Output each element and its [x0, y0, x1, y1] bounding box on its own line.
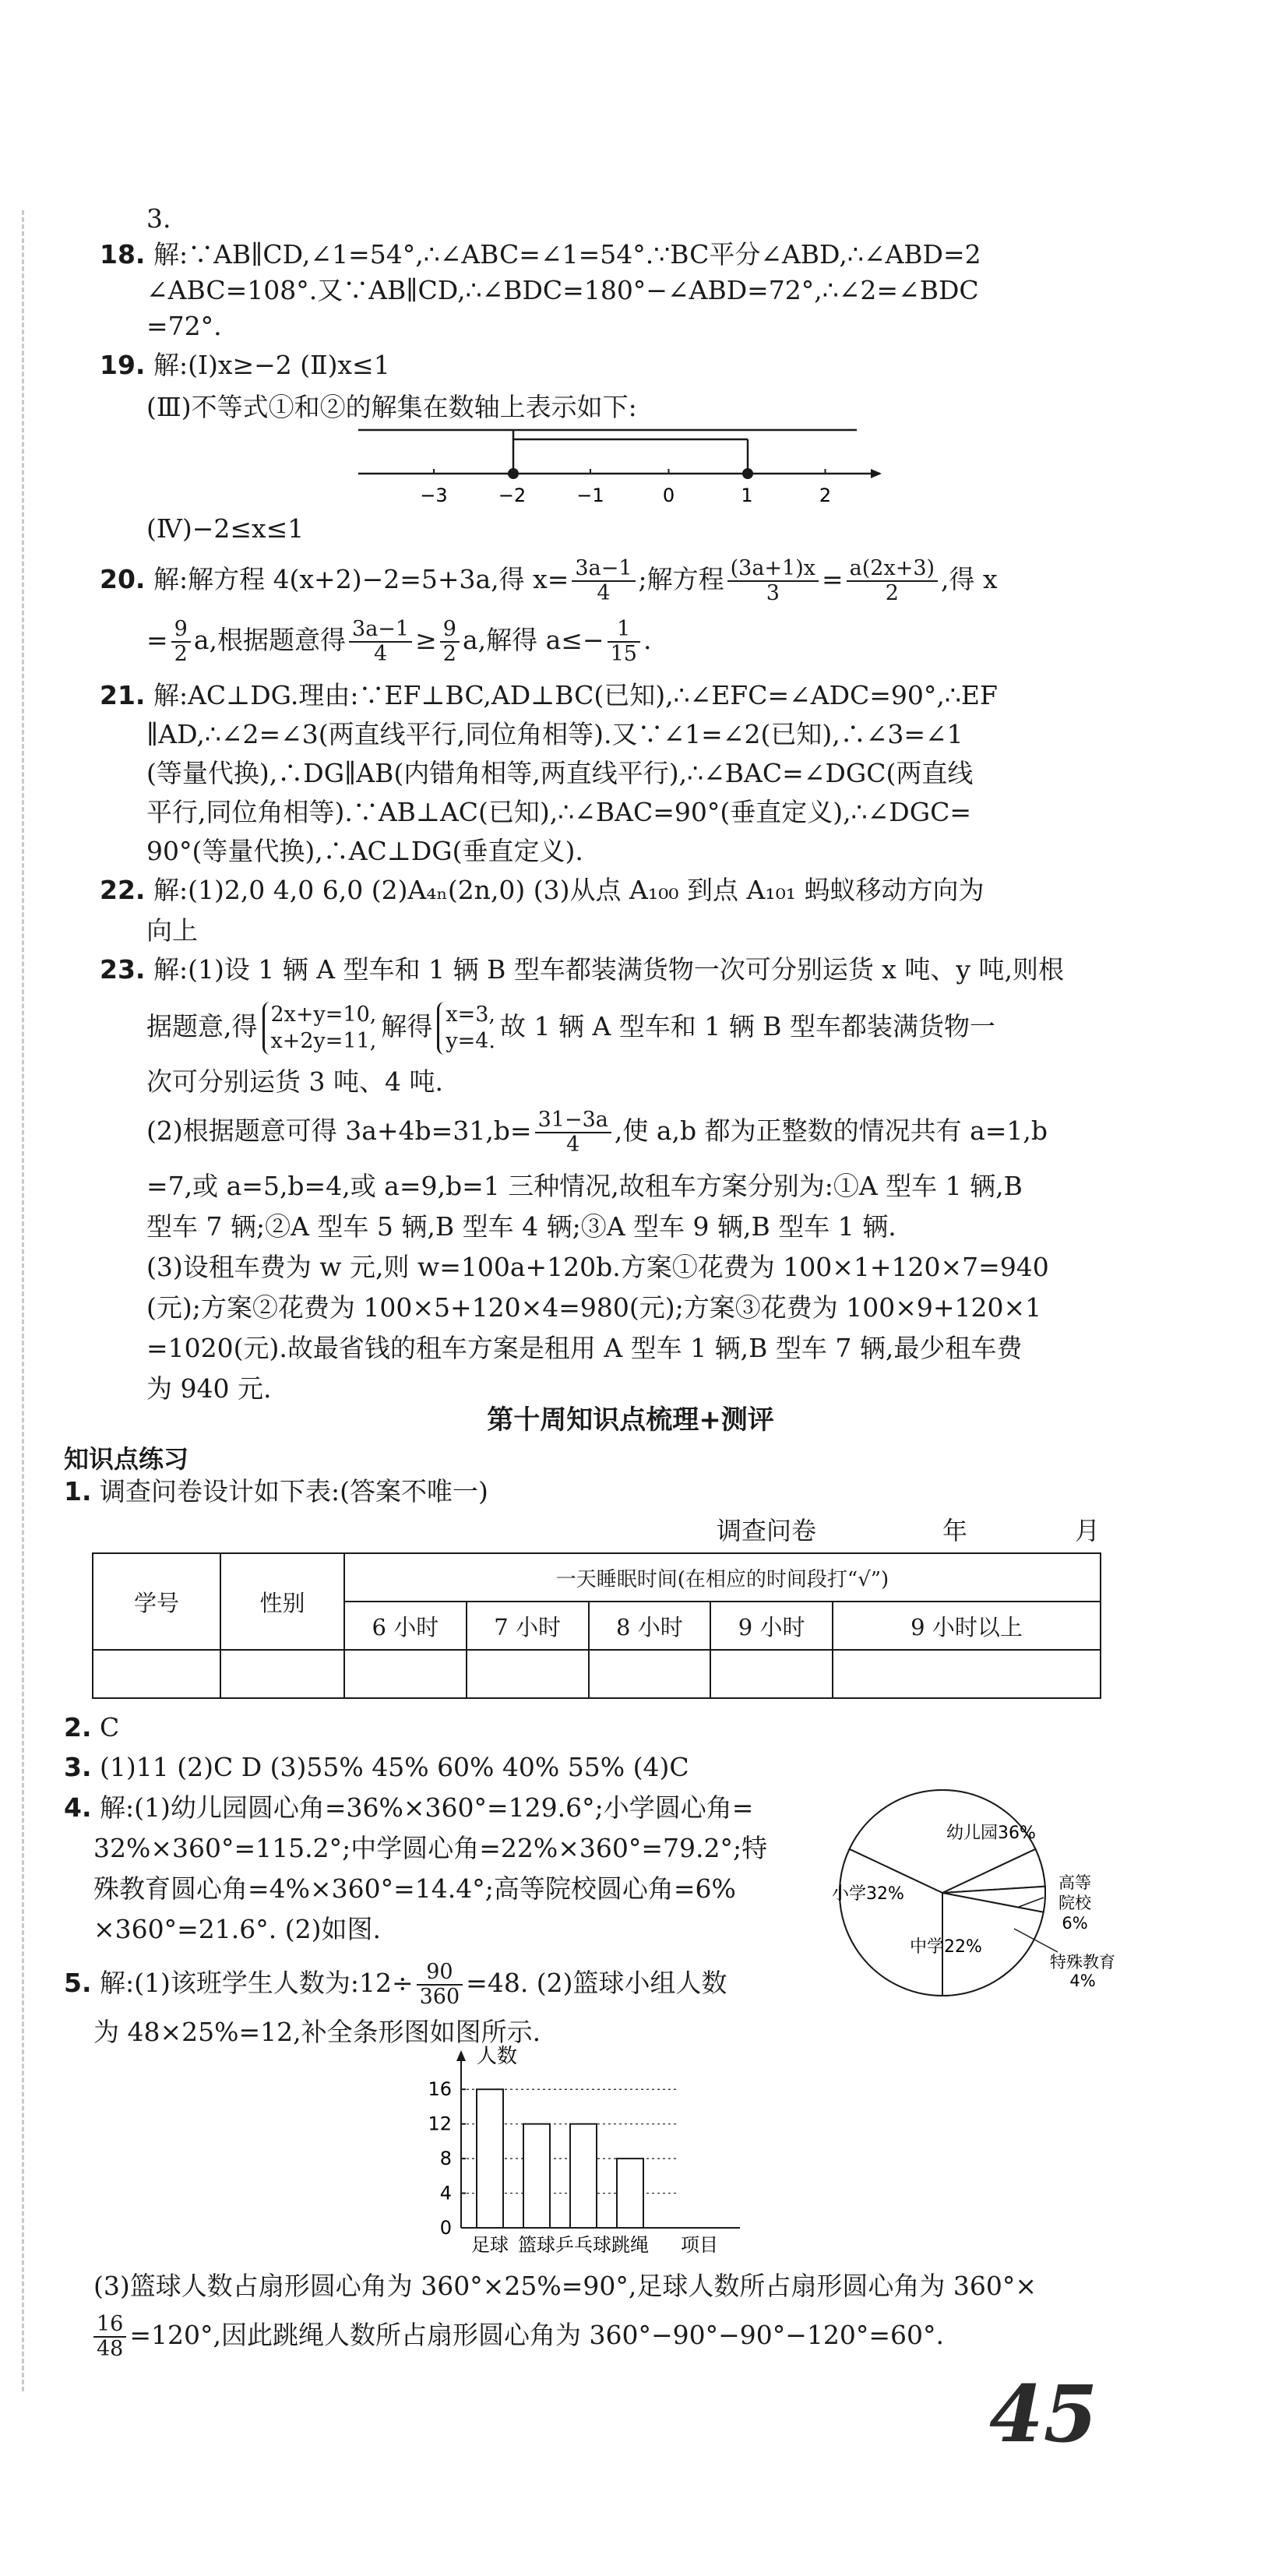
label-university-1: 高等 [1058, 1873, 1091, 1892]
y-axis-label: 人数 [477, 2045, 518, 2068]
tick-label: 1 [741, 485, 753, 506]
col-sleep-time: 一天睡眠时间(在相应的时间段打“√”) [344, 1553, 1101, 1602]
fraction: $\frac{(3a+1)x}{3}$ [727, 557, 819, 605]
col-student-id: 学号 [93, 1553, 220, 1650]
blank-cell [220, 1650, 344, 1698]
y-tick-label: 16 [428, 2078, 452, 2101]
bar-chart [405, 2041, 794, 2267]
solution-system: x=3, y=4. [437, 1002, 495, 1055]
answer-19-line2: (Ⅲ)不等式①和②的解集在数轴上表示如下: [146, 392, 637, 422]
bar [570, 2124, 597, 2228]
answer-18-line2: ∠ABC=108°.又∵AB∥CD,∴∠BDC=180°−∠ABD=72°,∴∠2=∠BDC [146, 275, 979, 305]
answer-21-line4: 平行,同位角相等).∵AB⊥AC(已知),∴∠BAC=90°(垂直定义),∴∠DGC= [146, 797, 972, 827]
label-university-3: 6% [1062, 1914, 1088, 1933]
label-university-2: 院校 [1058, 1894, 1091, 1912]
equation-system: 2x+y=10, x+2y=11, [262, 1002, 377, 1055]
fraction: $\frac{3a-1}{4}$ [572, 557, 635, 605]
y-tick-label: 12 [428, 2113, 452, 2135]
practice-5: 5. 解:(1)该班学生人数为:12÷ $\frac{90}{360}$ =48. (2)篮球小组人数 [64, 1960, 727, 2009]
answer-23-part2-line3: 型车 7 辆;②A 型车 5 辆,B 型车 4 辆;③A 型车 9 辆,B 型车 1 辆. [146, 1211, 896, 1242]
practice-4-line2: 32%×360°=115.2°;中学圆心角=22%×360°=79.2°;特 [93, 1833, 768, 1863]
col-gender: 性别 [220, 1553, 344, 1650]
practice-5-part3: (3)篮球人数占扇形圆心角为 360°×25%=90°,足球人数所占扇形圆心角为 360°× [93, 2271, 1037, 2301]
fraction: $\frac{a(2x+3)}{2}$ [847, 557, 938, 605]
point-minus-2 [508, 468, 519, 479]
blank-cell [93, 1650, 220, 1698]
practice-3: 3. (1)11 (2)C D (3)55% 45% 60% 40% 55% (4)C [64, 1752, 689, 1782]
option-9h-plus: 9 小时以上 [833, 1602, 1101, 1650]
y-tick-label: 0 [439, 2217, 452, 2239]
answer-23: 23. 解:(1)设 1 辆 A 型车和 1 辆 B 型车都装满货物一次可分别运货 x 吨、y 吨,则根 [100, 954, 1065, 985]
answer-17-tail: 3. [146, 203, 171, 234]
x-axis-label: 项目 [681, 2234, 718, 2256]
label-middle: 中学22% [910, 1937, 982, 1957]
answer-20-line2: = $\frac{9}{2}$ a,根据题意得 $\frac{3a-1}{4}$ ≥ $\frac{9}{2}$ a,解得 a≤− $\frac{1}{15}$ . [146, 617, 652, 666]
tick-label: −3 [420, 485, 448, 506]
label-special-2: 4% [1069, 1972, 1096, 1990]
y-tick-label: 8 [439, 2148, 452, 2170]
practice-4: 4. 解:(1)幼儿园圆心角=36%×360°=129.6°;小学圆心角= [64, 1792, 754, 1823]
subsection-title: 知识点练习 [64, 1444, 189, 1474]
label-primary: 小学32% [832, 1884, 904, 1904]
answer-23-part3-line4: 为 940 元. [146, 1373, 272, 1404]
survey-header-title: 调查问卷 [717, 1516, 817, 1545]
answer-23-part2-line2: =7,或 a=5,b=4,或 a=9,b=1 三种情况,故租车方案分别为:①A 型车 1 辆,B [146, 1171, 1023, 1201]
practice-5-line2: 为 48×25%=12,补全条形图如图所示. [93, 2017, 541, 2047]
answer-20: 20. 解:解方程 4(x+2)−2=5+3a,得 x= $\frac{3a-1}{4}$ ;解方程 $\frac{(3a+1)x}{3}$ = $\frac{a(2x+3)}{2}$ ,得 x [100, 556, 998, 605]
bar [617, 2158, 643, 2228]
label-special-1: 特殊教育 [1050, 1953, 1115, 1972]
answer-23-part3-line3: =1020(元).故最省钱的租车方案是租用 A 型车 1 辆,B 型车 7 辆,最少租车费 [146, 1333, 1023, 1363]
bar [523, 2124, 550, 2228]
blank-cell [344, 1650, 467, 1698]
answer-19: 19. 解:(Ⅰ)x≥−2 (Ⅱ)x≤1 [100, 350, 390, 380]
tick-label: −2 [498, 485, 527, 506]
blank-cell [710, 1650, 833, 1698]
answer-22: 22. 解:(1)2,0 4,0 6,0 (2)A₄ₙ(2n,0) (3)从点 A₁₀₀ 到点 A₁₀₁ 蚂蚁移动方向为 [100, 875, 984, 905]
practice-4-line4: ×360°=21.6°. (2)如图. [93, 1914, 381, 1944]
practice-2: 2. C [64, 1712, 120, 1743]
blank-cell [833, 1650, 1101, 1698]
answer-23-part3: (3)设租车费为 w 元,则 w=100a+120b.方案①花费为 100×1+120×7=940 [146, 1252, 1049, 1282]
tick-label: 0 [662, 485, 675, 506]
label-kindergarten: 幼儿园36% [946, 1824, 1036, 1843]
option-7h: 7 小时 [467, 1602, 589, 1650]
practice-1: 1. 调查问卷设计如下表:(答案不唯一) [64, 1476, 488, 1506]
y-tick-label: 4 [439, 2182, 452, 2204]
option-8h: 8 小时 [589, 1602, 711, 1650]
practice-5-part3-line2: $\frac{16}{48}$ =120°,因此跳绳人数所占扇形圆心角为 360°−90°−90°−120°=60°. [93, 2310, 1113, 2361]
axis-arrow [871, 469, 882, 478]
answer-21-line2: ∥AD,∴∠2=∠3(两直线平行,同位角相等).又∵∠1=∠2(已知),∴∠3=∠1 [146, 719, 963, 749]
binding-margin-dashes [22, 210, 24, 2391]
answer-23-part2: (2)根据题意可得 3a+4b=31,b= $\frac{31-3a}{4}$ ,使 a,b 都为正整数的情况共有 a=1,b [146, 1108, 1048, 1157]
option-6h: 6 小时 [344, 1602, 467, 1650]
x-tick-label: 篮球 [518, 2234, 555, 2256]
answer-18-line3: =72°. [146, 311, 222, 341]
blank-cell [589, 1650, 711, 1698]
page-number: 45 [989, 2368, 1098, 2460]
x-tick-label: 乒乓球 [555, 2234, 611, 2256]
answer-21-line5: 90°(等量代换),∴AC⊥DG(垂直定义). [146, 836, 583, 866]
practice-4-line3: 殊教育圆心角=4%×360°=14.4°;高等院校圆心角=6% [93, 1873, 736, 1904]
answer-23-line3: 次可分别运货 3 吨、4 吨. [146, 1066, 443, 1097]
answer-21-line3: (等量代换),∴DG∥AB(内错角相等,两直线平行),∴∠BAC=∠DGC(两直线 [146, 758, 974, 788]
x-tick-label: 跳绳 [611, 2234, 649, 2256]
answer-23-part3-line2: (元);方案②花费为 100×5+120×4=980(元);方案③花费为 100×9+120×1 [146, 1292, 1042, 1323]
answer-22-line2: 向上 [146, 915, 198, 946]
answer-19-line3: (Ⅳ)−2≤x≤1 [146, 513, 305, 544]
tick-label: 2 [819, 485, 832, 506]
y-axis-arrow [456, 2050, 466, 2061]
blank-cell [467, 1650, 589, 1698]
x-tick-label: 足球 [471, 2234, 509, 2256]
tick-label: −1 [576, 485, 604, 506]
answer-21: 21. 解:AC⊥DG.理由:∵EF⊥BC,AD⊥BC(已知),∴∠EFC=∠ADC=90°,∴EF [100, 680, 998, 710]
option-9h: 9 小时 [710, 1602, 833, 1650]
bar [477, 2089, 503, 2228]
answer-23-line2: 据题意,得 2x+y=10, x+2y=11, 解得 x=3, y=4. 故 1 辆 A 型车和 1 辆 B 型车都装满货物一 [146, 1003, 995, 1053]
section-title: 第十周知识点梳理+测评 [487, 1404, 774, 1436]
answer-18: 18. 解:∵AB∥CD,∠1=54°,∴∠ABC=∠1=54°.∵BC平分∠ABD,∴∠ABD=2 [100, 239, 981, 270]
survey-header-year: 年 [942, 1516, 968, 1545]
survey-header-month: 月 [1075, 1516, 1101, 1545]
number-line-figure [358, 421, 888, 514]
survey-table [92, 1552, 1101, 1699]
